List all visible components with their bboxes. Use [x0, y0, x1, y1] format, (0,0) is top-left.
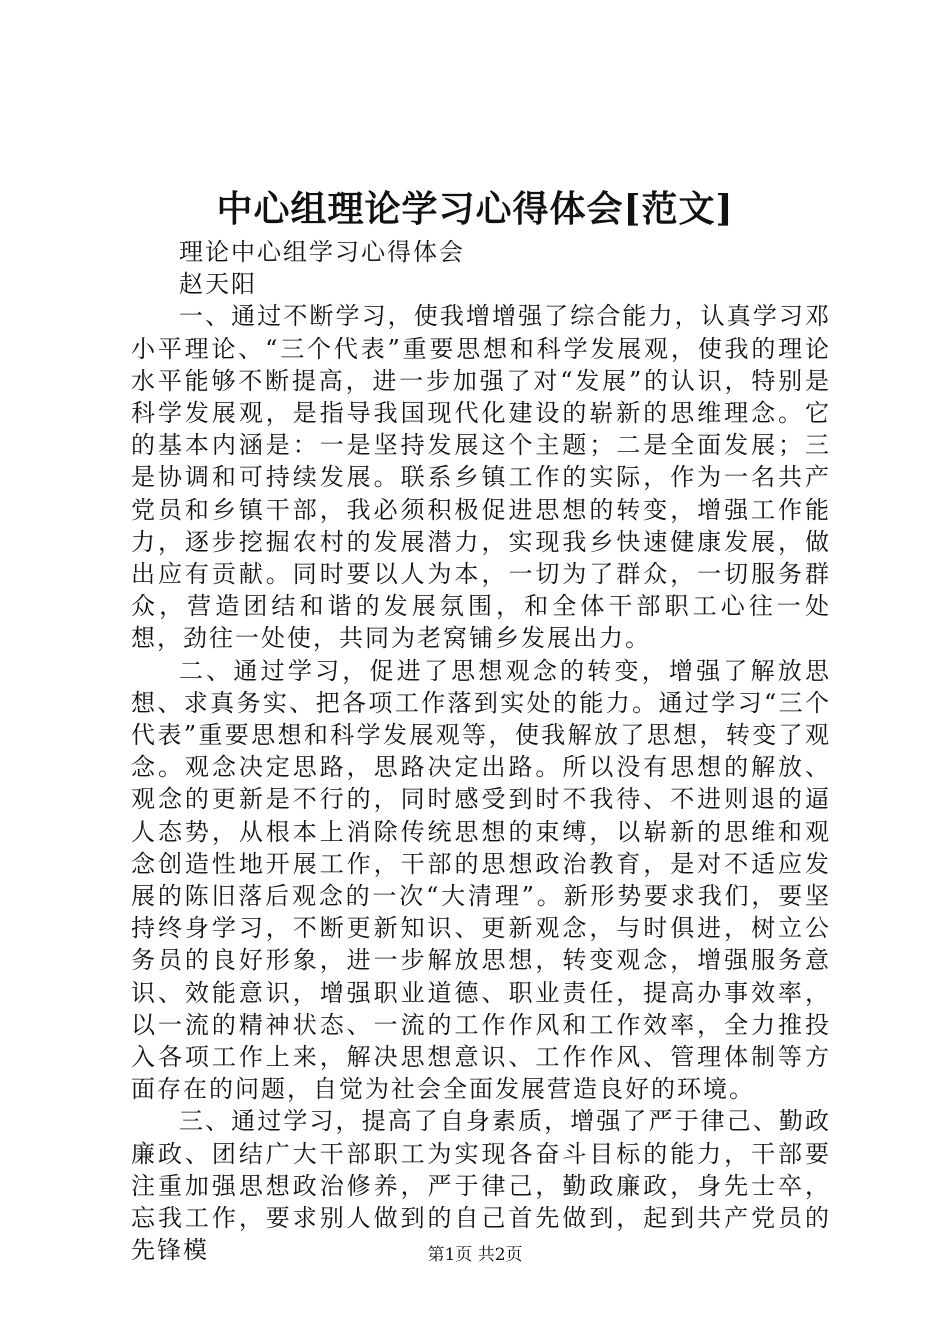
document-author: 赵天阳: [179, 270, 257, 299]
document-title: 中心组理论学习心得体会[范文]: [216, 188, 734, 230]
body-paragraph-3: 三、通过学习，提高了自身素质，增强了严于律己、勤政廉政、团结广大干部职工为实现各奋斗目标的能力，干部要注重加强思想政治修养，严于律己，勤政廉政，身先士卒，忘我工作，要求别人做到的自己首先做到，起到共产党员的先锋模: [131, 1107, 831, 1265]
body-paragraph-1: 一、通过不断学习，使我增增强了综合能力，认真学习邓小平理论、“三个代表”重要思想和科学发展观，使我的理论水平能够不断提高，进一步加强了对“发展”的认识，特别是科学发展观，是指导我国现代化建设的崭新的思维理念。它的基本内涵是：一是坚持发展这个主题；二是全面发展；三是协调和可持续发展。联系乡镇工作的实际，作为一名共产党员和乡镇干部，我必须积极促进思想的转变，增强工作能力，逐步挖掘农村的发展潜力，实现我乡快速健康发展，做出应有贡献。同时要以人为本，一切为了群众，一切服务群众，营造团结和谐的发展氛围，和全体干部职工心往一处想，劲往一处使，共同为老窝铺乡发展出力。: [131, 302, 831, 653]
document-body: [131, 236, 831, 1267]
document-subtitle: 理论中心组学习心得体会: [179, 238, 465, 266]
page-footer: 第1页 共2页: [427, 1245, 523, 1265]
body-paragraph-2: 二、通过学习，促进了思想观念的转变，增强了解放思想、求真务实、把各项工作落到实处的能力。通过学习“三个代表”重要思想和科学发展观等，使我解放了思想，转变了观念。观念决定思路，思路决定出路。所以没有思想的解放、观念的更新是不行的，同时感受到时不我待、不进则退的逼人态势，从根本上消除传统思想的束缚，以崭新的思维和观念创造性地开展工作，干部的思想政治教育，是对不适应发展的陈旧落后观念的一次“大清理”。新形势要求我们，要坚持终身学习，不断更新知识、更新观念，与时俱进，树立公务员的良好形象，进一步解放思想，转变观念，增强服务意识、效能意识，增强职业道德、职业责任，提高办事效率，以一流的精神状态、一流的工作作风和工作效率，全力推投入各项工作上来，解决思想意识、工作作风、管理体制等方面存在的问题，自觉为社会全面发展营造良好的环境。: [131, 656, 831, 1104]
